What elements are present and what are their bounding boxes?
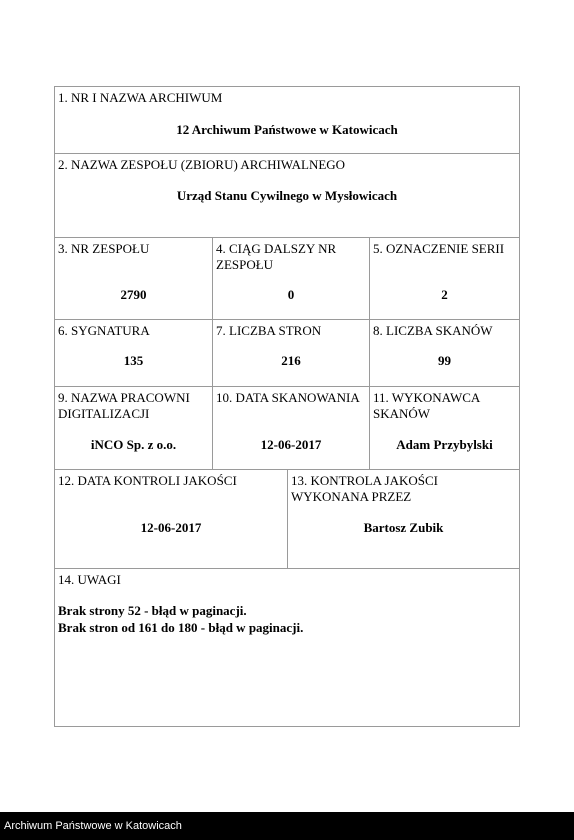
scans-value: 99 <box>438 353 451 368</box>
cell-studio <box>55 387 213 469</box>
fonds-continuation-label: 4. CIĄG DALSZY NR ZESPOŁU <box>216 241 337 272</box>
studio-label: 9. NAZWA PRACOWNI DIGITALIZACJI <box>58 390 190 421</box>
row-archive <box>55 87 519 154</box>
row-remarks <box>55 569 519 726</box>
fonds-name-value: Urząd Stanu Cywilnego w Mysłowicach <box>176 188 398 203</box>
scan-date-value: 12-06-2017 <box>260 437 322 452</box>
cell-qc-date <box>55 470 288 568</box>
remarks-line: Brak stron od 161 do 180 - błąd w paginacji. <box>58 620 304 635</box>
fonds-number-value: 2790 <box>120 287 147 302</box>
cell-qc-by <box>288 470 519 568</box>
qc-date-label: 12. DATA KONTROLI JAKOŚCI <box>58 473 237 488</box>
remarks-line: Brak strony 52 - błąd w paginacji. <box>58 603 247 618</box>
signature-value: 135 <box>123 353 144 368</box>
fonds-continuation-value: 0 <box>287 287 295 302</box>
scan-date-label: 10. DATA SKANOWANIA <box>216 390 360 405</box>
pages-label: 7. LICZBA STRON <box>216 323 322 338</box>
cell-series <box>370 238 519 319</box>
archive-value: 12 Archiwum Państwowe w Katowicach <box>176 122 398 137</box>
archive-metadata-form <box>54 86 520 727</box>
remarks-text <box>58 602 303 636</box>
cell-remarks <box>55 569 519 726</box>
row-digitization <box>55 387 519 470</box>
qc-date-value: 12-06-2017 <box>140 520 202 535</box>
row-fonds-numbers <box>55 238 519 320</box>
pages-value: 216 <box>281 353 301 368</box>
series-value: 2 <box>441 287 448 302</box>
cell-scan-date <box>213 387 370 469</box>
scanner-label: 11. WYKONAWCA SKANÓW <box>373 390 480 421</box>
cell-scans <box>370 320 519 386</box>
footer-bar: Archiwum Państwowe w Katowicach <box>0 812 574 840</box>
scans-label: 8. LICZBA SKANÓW <box>373 323 493 338</box>
fonds-number-label: 3. NR ZESPOŁU <box>58 241 150 256</box>
row-quality-control <box>55 470 519 569</box>
fonds-name-label: 2. NAZWA ZESPOŁU (ZBIORU) ARCHIWALNEGO <box>58 157 346 172</box>
scanner-value: Adam Przybylski <box>396 437 493 452</box>
cell-pages <box>213 320 370 386</box>
studio-value: iNCO Sp. z o.o. <box>90 437 177 452</box>
cell-fonds-name <box>55 154 519 237</box>
cell-scanner <box>370 387 519 469</box>
row-signature <box>55 320 519 387</box>
cell-archive <box>55 87 519 153</box>
cell-fonds-continuation <box>213 238 370 319</box>
cell-signature <box>55 320 213 386</box>
cell-fonds-number <box>55 238 213 319</box>
qc-by-label: 13. KONTROLA JAKOŚCI WYKONANA PRZEZ <box>291 473 438 504</box>
remarks-label: 14. UWAGI <box>58 572 121 587</box>
row-fonds-name <box>55 154 519 238</box>
series-label: 5. OZNACZENIE SERII <box>373 241 505 256</box>
archive-label: 1. NR I NAZWA ARCHIWUM <box>58 90 223 105</box>
qc-by-value: Bartosz Zubik <box>363 520 444 535</box>
signature-label: 6. SYGNATURA <box>58 323 150 338</box>
